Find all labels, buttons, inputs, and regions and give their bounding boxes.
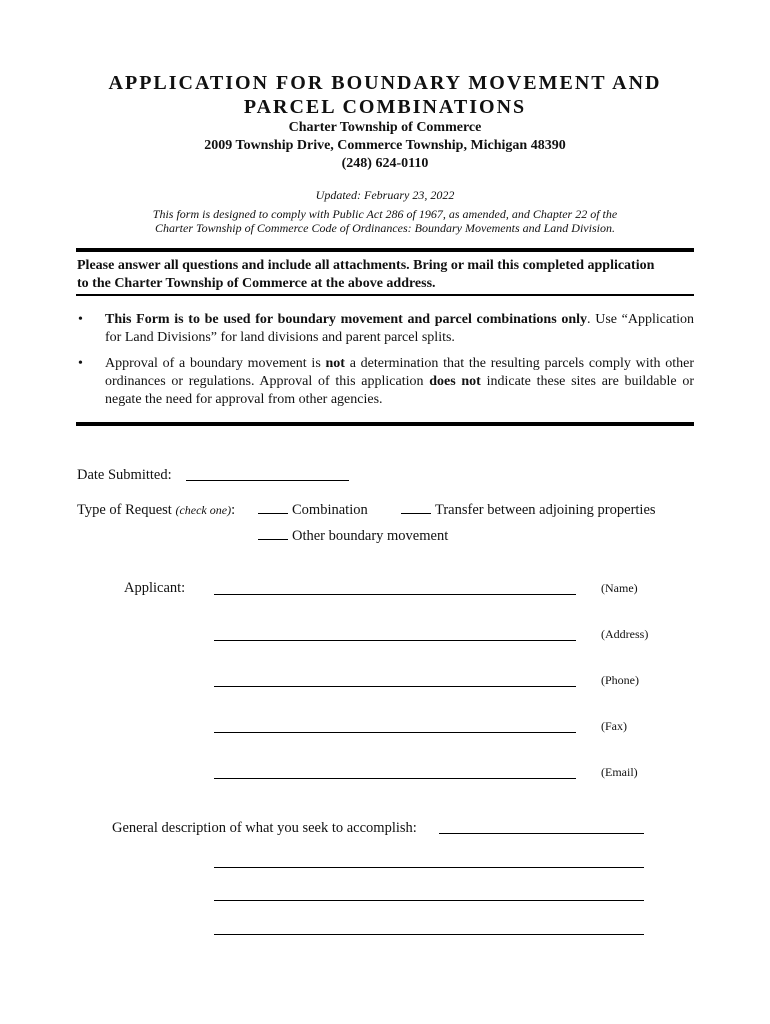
option-transfer[interactable]	[401, 501, 656, 519]
notice-line-2: to the Charter Township of Commerce at the above address.	[77, 276, 436, 291]
description-field-line-3[interactable]	[214, 900, 644, 901]
request-type-hint: (check one)	[175, 503, 232, 517]
applicant-email-field[interactable]	[214, 778, 576, 779]
organization-name: Charter Township of Commerce	[288, 120, 482, 135]
instructions-list	[78, 311, 694, 417]
form-title-line-1: APPLICATION FOR BOUNDARY MOVEMENT AND	[108, 72, 662, 94]
compliance-note-line-1: This form is designed to comply with Public Act 286 of 1967, as amended, and Chapter 22 of the	[152, 207, 618, 221]
option-other[interactable]	[258, 527, 448, 545]
form-title-line-2: PARCEL COMBINATIONS	[243, 96, 527, 118]
applicant-fax-field[interactable]	[214, 732, 576, 733]
list-item	[78, 355, 694, 409]
description-field-line-2[interactable]	[214, 867, 644, 868]
list-item	[78, 311, 694, 347]
applicant-phone-field[interactable]	[214, 686, 576, 687]
organization-phone: (248) 624-0110	[341, 156, 429, 171]
applicant-address-tag: (Address)	[601, 627, 649, 641]
option-other-label: Other boundary movement	[292, 528, 449, 544]
applicant-name-field[interactable]	[214, 594, 576, 595]
notice-line-1: Please answer all questions and include all attachments. Bring or mail this completed application	[77, 258, 655, 273]
description-label: General description of what you seek to accomplish:	[112, 820, 417, 836]
bullet-1-text: . Use “Application for Land Divisions” for land divisions and parent parcel splits.	[105, 312, 694, 345]
checkbox-blank[interactable]	[401, 501, 431, 514]
divider-top	[76, 248, 694, 252]
description-field-line-1[interactable]	[439, 833, 644, 834]
option-combination-label: Combination	[292, 502, 368, 518]
bullet-2-text-a: Approval of a boundary movement is	[105, 356, 326, 371]
bullet-2-does-not: does not	[429, 374, 481, 389]
applicant-email-tag: (Email)	[601, 765, 638, 779]
checkbox-blank[interactable]	[258, 527, 288, 540]
applicant-label: Applicant:	[124, 580, 186, 596]
description-field-line-4[interactable]	[214, 934, 644, 935]
option-transfer-label: Transfer between adjoining properties	[435, 502, 656, 518]
divider-notice	[76, 294, 694, 296]
compliance-note-line-2: Charter Township of Commerce Code of Ordinances: Boundary Movements and Land Division.	[155, 221, 615, 235]
applicant-address-field[interactable]	[214, 640, 576, 641]
applicant-name-tag: (Name)	[601, 581, 638, 595]
option-combination[interactable]	[258, 501, 368, 519]
bullet-2-not: not	[325, 356, 345, 371]
divider-bottom	[76, 422, 694, 426]
date-submitted-field[interactable]	[186, 480, 349, 481]
updated-date: Updated: February 23, 2022	[315, 188, 455, 202]
bullet-1-bold: This Form is to be used for boundary movement and parcel combinations only	[105, 312, 588, 327]
request-type-label-text: Type of Request	[77, 502, 172, 518]
date-submitted-label: Date Submitted:	[77, 467, 172, 483]
bullet-2-text-b: a determination that the resulting parcels comply with other ordinances or regulations. Approval of this application	[105, 356, 694, 389]
applicant-fax-tag: (Fax)	[601, 719, 627, 733]
bullet-icon: •	[78, 356, 83, 371]
request-type-colon: :	[231, 502, 236, 518]
bullet-icon: •	[78, 312, 83, 327]
applicant-phone-tag: (Phone)	[601, 673, 639, 687]
bullet-2-text-c: indicate these sites are buildable or negate the need for approval from other agencies.	[105, 374, 694, 407]
request-type-label	[77, 501, 235, 519]
organization-address: 2009 Township Drive, Commerce Township, Michigan 48390	[204, 138, 566, 153]
checkbox-blank[interactable]	[258, 501, 288, 514]
